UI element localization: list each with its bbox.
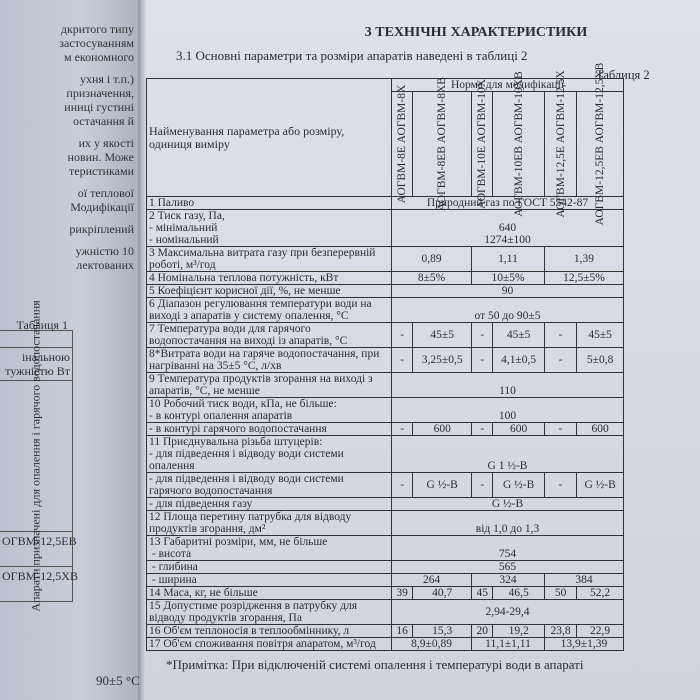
left-page-line: дкритого типу — [60, 22, 134, 36]
table-row: - глибина 565 — [147, 561, 624, 574]
table-row: 9 Температура продуктів згорання на виході з апаратів, °С, не менше 110 — [147, 373, 624, 398]
left-page-line: иниці густині — [64, 100, 134, 114]
table-row: 12 Площа перетину патрубка для відводу продуктів згорання, дм² від 1,0 до 1,3 — [147, 511, 624, 536]
model-header: АОГВМ-10Е АОГВМ-10Х — [472, 92, 493, 197]
table-row: 4 Номінальна теплова потужність, кВт 8±5% 10±5% 12,5±5% — [147, 272, 624, 285]
left-page-line: новин. Може — [67, 150, 134, 164]
model-header: АОГВМ-12,5ЕВ АОГВМ-12,5ХВ — [577, 92, 624, 197]
left-page-line: Модифікації — [70, 200, 134, 214]
left-page-line: призначення, — [66, 86, 134, 100]
section-title: 3 ТЕХНІЧНІ ХАРАКТЕРИСТИКИ — [364, 25, 588, 40]
table-row: 15 Допустиме розрідження в патрубку для відводу продуктів згорання, Па 2,94-29,4 — [147, 600, 624, 625]
model-header: АОГВМ-12,5Е АОГВМ-12,5Х — [544, 92, 576, 197]
table-row: 2 Тиск газу, Па, - мінімальний - номінальний 640 1274±100 — [147, 210, 624, 247]
left-page-line: ої теплової — [77, 186, 134, 200]
table-row: - для підведення і відводу води системи гарячого водопостачання - G ½-В - G ½-В - G ½-В — [147, 473, 624, 498]
left-page-line: остачання й — [72, 114, 134, 128]
left-page — [0, 0, 138, 700]
model-header: АОГВМ-10ЕВ АОГВМ-10ХВ — [493, 92, 545, 197]
table1-row: ОГВМ-12,5ХВ — [0, 567, 72, 602]
table-row: 7 Температура води для гарячого водопостачання на виході із апаратів, °С - 45±5 - 45±5 - 45±5 — [147, 323, 624, 348]
intro-text: 3.1 Основні параметри та розміри апаратів наведені в таблиці 2 — [176, 48, 528, 63]
model-header: АОГВМ-8Е АОГВМ-8Х — [392, 92, 413, 197]
left-page-line: м економного — [64, 50, 134, 64]
table-row: 6 Діапазон регулювання температури води на виході з апаратів у систему опалення, °С от 50 до 90±5 — [147, 298, 624, 323]
left-page-line: теристиками — [69, 164, 134, 178]
table-row: - для підведення газу G ½-В — [147, 498, 624, 511]
model-header: АОГВМ-8ЕВ АОГВМ-8ХВ — [413, 92, 472, 197]
left-page-line: ухня і т.п.) — [79, 72, 134, 86]
left-page-line: их у якості — [78, 136, 134, 150]
table-row: 13 Габаритні розміри, мм, не більше - висота 754 — [147, 536, 624, 561]
footnote: *Примітка: При відключеній системі опалення і температурі води в апараті 90±5 °С — [96, 657, 584, 688]
table1-label: Таблиця 1 — [16, 318, 68, 332]
table-row: 1 Паливо Природний газ по ГОСТ 5542-87 — [147, 197, 624, 210]
book-spine — [138, 0, 146, 700]
table-row: 11 Приєднувальна різьба штуцерів: - для підведення і відводу води системи опалення G 1 ½-В — [147, 436, 624, 473]
table-row: 8*Витрата води на гаряче водопостачання, при нагріванні на 35±5 °С, л/хв - 3,25±0,5 - 4,1±0,5 - 5±0,8 — [147, 348, 624, 373]
norm-header: Норма для модифікації — [392, 79, 624, 92]
table-row: 10 Робочий тиск води, кПа, не більше: - в контурі опалення апаратів 100 — [147, 398, 624, 423]
left-page-line: застосуванням — [59, 36, 134, 50]
left-page-line: рикріплений — [69, 222, 134, 236]
table1-row: ОГВМ-12,5ЕВ — [0, 532, 72, 567]
table-row: 5 Коефіцієнт корисної дії, %, не менше 90 — [147, 285, 624, 298]
left-page-line: ужністю 10 — [75, 244, 134, 258]
left-page-line: лектованих — [76, 258, 134, 272]
table-row: 17 Об'єм споживання повітря апаратом, м³/год 8,9±0,89 11,1±1,11 13,9±1,39 — [147, 638, 624, 651]
table-row: 3 Максимальна витрата газу при безперервній роботі, м³/год 0,89 1,11 1,39 — [147, 247, 624, 272]
table-row: - в контурі гарячого водопостачання - 600 - 600 - 600 — [147, 423, 624, 436]
table-row: 14 Маса, кг, не більше 39 40,7 45 46,5 50 52,2 — [147, 587, 624, 600]
table2-label: Таблиця 2 — [596, 68, 650, 82]
table-row: 16 Об'єм теплоносія в теплообміннику, л 16 15,3 20 19,2 23,8 22,9 — [147, 625, 624, 638]
param-header: Найменування параметра або розміру, одиниця виміру — [147, 79, 392, 197]
table1-header: інальною тужністю Вт — [0, 348, 72, 381]
table1-vertical-text: Апарати призначені для опалення і гарячого водопостачання — [28, 300, 43, 612]
table-row: - ширина 264 324 384 — [147, 574, 624, 587]
